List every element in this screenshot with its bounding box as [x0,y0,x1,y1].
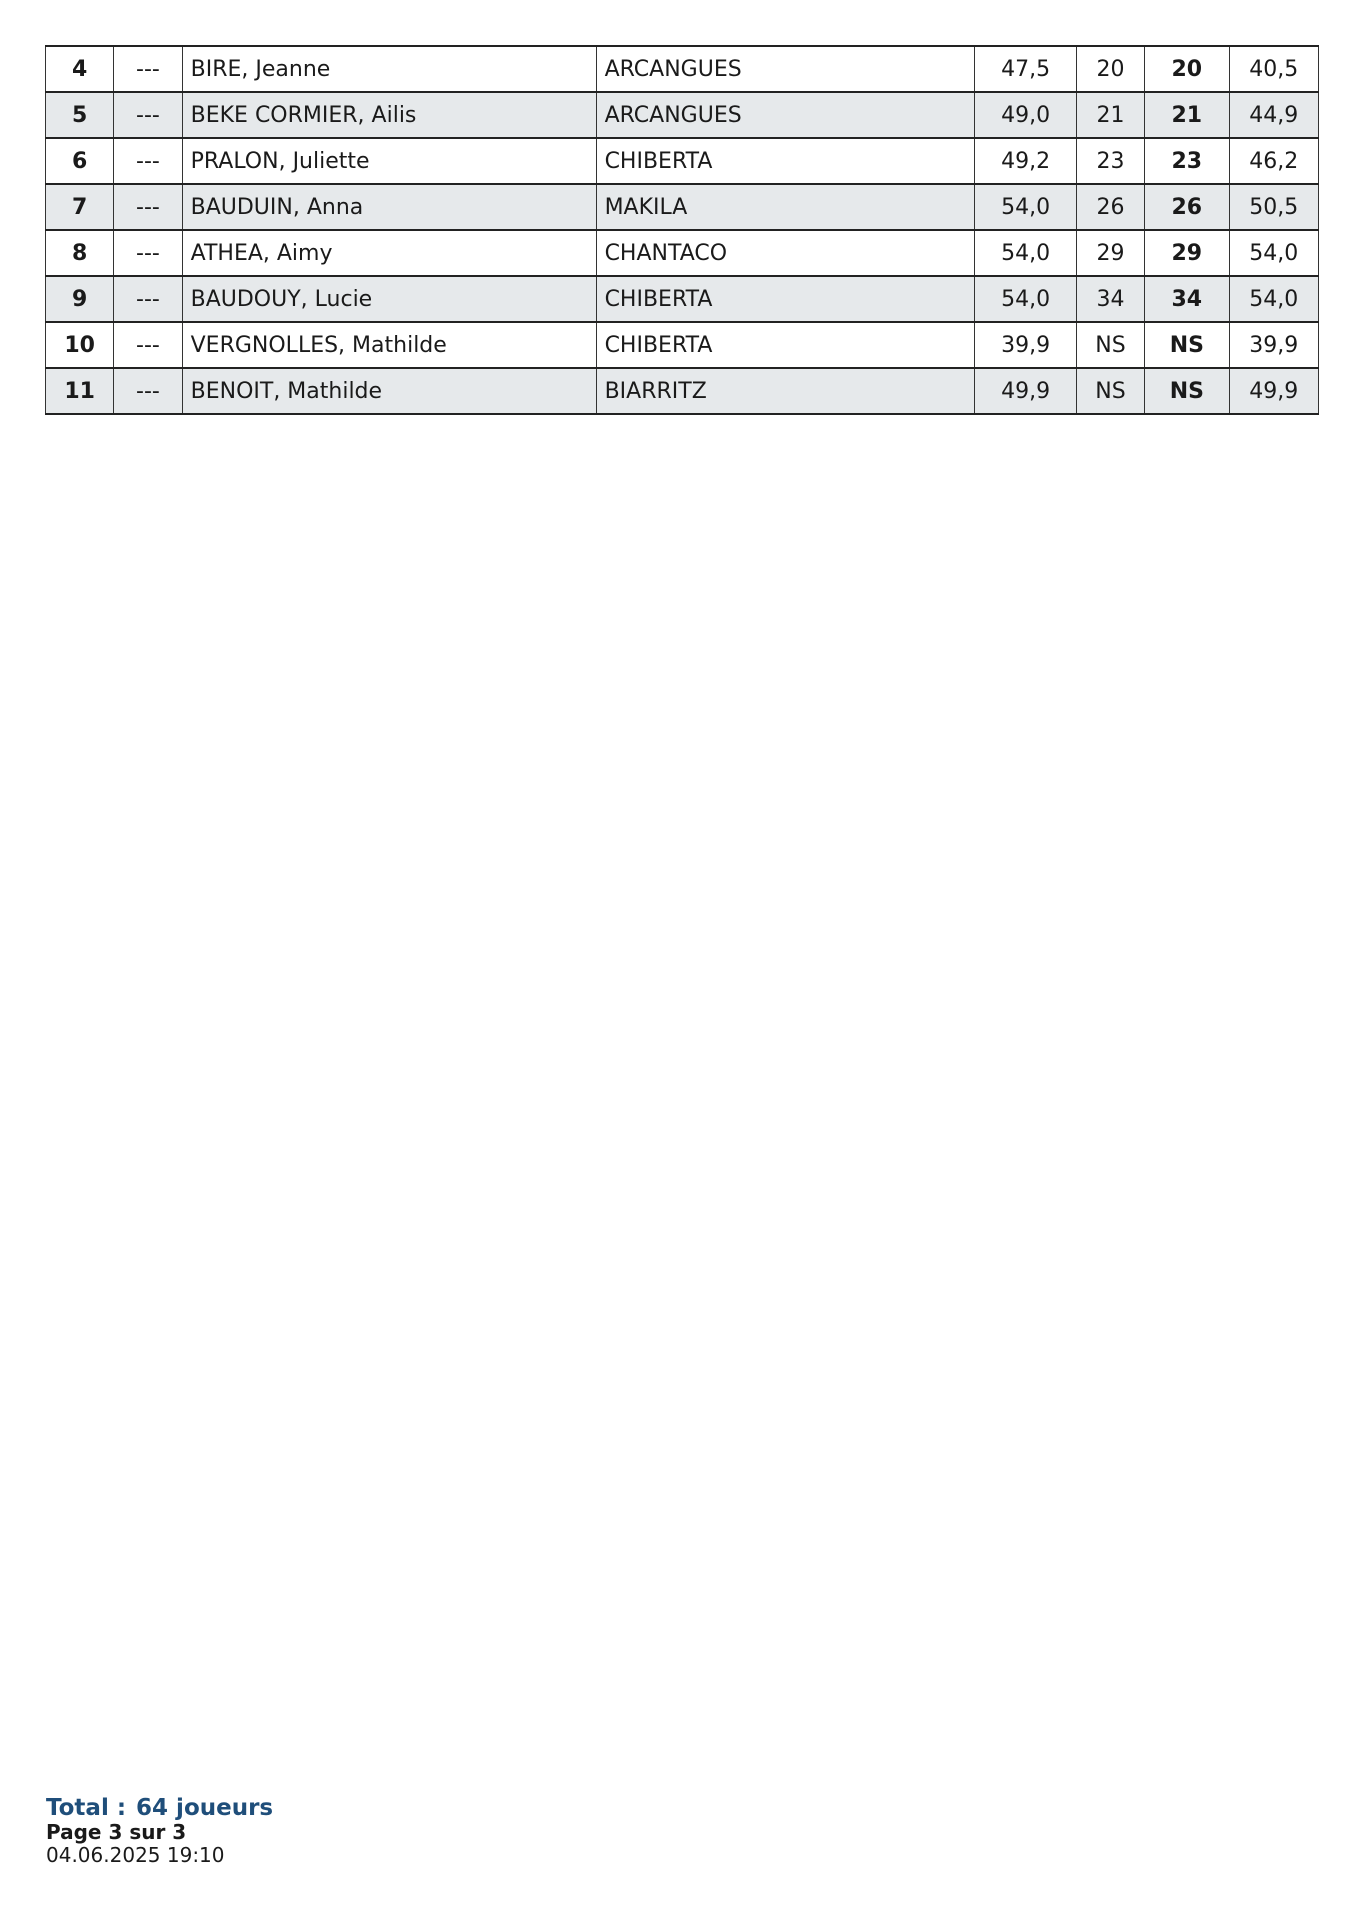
result-cell: NS [1145,322,1229,368]
results-table [45,45,1319,415]
final-cell: 54,0 [1229,276,1318,322]
total-value: 64 joueurs [136,1795,274,1821]
mark-cell: --- [114,46,182,92]
club-cell: MAKILA [596,184,975,230]
print-timestamp: 04.06.2025 19:10 [46,1843,225,1867]
final-cell: 50,5 [1229,184,1318,230]
score-cell: 26 [1076,184,1144,230]
club-cell: CHANTACO [596,230,975,276]
rank-cell: 11 [46,368,114,414]
player-cell: PRALON, Juliette [182,138,596,184]
result-cell: 26 [1145,184,1229,230]
index-cell: 49,0 [975,92,1076,138]
club-cell: CHIBERTA [596,138,975,184]
rank-cell: 6 [46,138,114,184]
table-row [46,92,1319,138]
table-row [46,368,1319,414]
rank-cell: 8 [46,230,114,276]
index-cell: 54,0 [975,276,1076,322]
index-cell: 47,5 [975,46,1076,92]
index-cell: 54,0 [975,184,1076,230]
rank-cell: 10 [46,322,114,368]
mark-cell: --- [114,230,182,276]
club-cell: CHIBERTA [596,322,975,368]
index-cell: 49,9 [975,368,1076,414]
score-cell: 21 [1076,92,1144,138]
player-cell: BAUDUIN, Anna [182,184,596,230]
rank-cell: 7 [46,184,114,230]
rank-cell: 5 [46,92,114,138]
total-line [46,1795,273,1821]
club-cell: CHIBERTA [596,276,975,322]
score-cell: NS [1076,368,1144,414]
mark-cell: --- [114,276,182,322]
table-row [46,276,1319,322]
table-row [46,230,1319,276]
club-cell: ARCANGUES [596,46,975,92]
rank-cell: 9 [46,276,114,322]
index-cell: 54,0 [975,230,1076,276]
club-cell: BIARRITZ [596,368,975,414]
player-cell: BIRE, Jeanne [182,46,596,92]
final-cell: 44,9 [1229,92,1318,138]
table-row [46,184,1319,230]
page-footer [46,1795,273,1867]
final-cell: 46,2 [1229,138,1318,184]
score-cell: 20 [1076,46,1144,92]
final-cell: 39,9 [1229,322,1318,368]
player-cell: BENOIT, Mathilde [182,368,596,414]
result-cell: NS [1145,368,1229,414]
rank-cell: 4 [46,46,114,92]
mark-cell: --- [114,368,182,414]
table-row [46,138,1319,184]
index-cell: 49,2 [975,138,1076,184]
final-cell: 54,0 [1229,230,1318,276]
result-cell: 34 [1145,276,1229,322]
player-cell: ATHEA, Aimy [182,230,596,276]
mark-cell: --- [114,184,182,230]
score-cell: 34 [1076,276,1144,322]
score-cell: 29 [1076,230,1144,276]
total-label: Total : [46,1795,127,1821]
mark-cell: --- [114,322,182,368]
final-cell: 49,9 [1229,368,1318,414]
page-number: Page 3 sur 3 [46,1820,187,1844]
table-row [46,46,1319,92]
player-cell: VERGNOLLES, Mathilde [182,322,596,368]
result-cell: 21 [1145,92,1229,138]
result-cell: 23 [1145,138,1229,184]
result-cell: 29 [1145,230,1229,276]
mark-cell: --- [114,92,182,138]
player-cell: BEKE CORMIER, Ailis [182,92,596,138]
result-cell: 20 [1145,46,1229,92]
score-cell: NS [1076,322,1144,368]
mark-cell: --- [114,138,182,184]
table-row [46,322,1319,368]
final-cell: 40,5 [1229,46,1318,92]
player-cell: BAUDOUY, Lucie [182,276,596,322]
index-cell: 39,9 [975,322,1076,368]
club-cell: ARCANGUES [596,92,975,138]
score-cell: 23 [1076,138,1144,184]
